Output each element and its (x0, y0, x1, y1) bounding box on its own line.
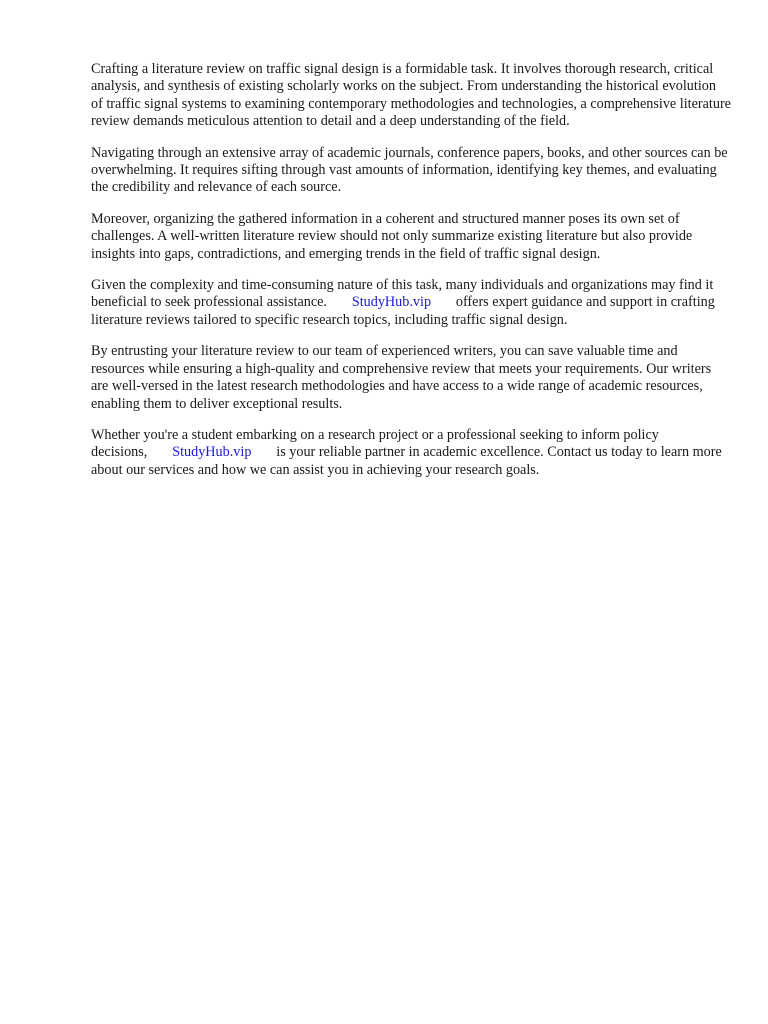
paragraph-writers: By entrusting your literature review to our team of experienced writers, you can save valuable time and resources while ensuring a high-quality and comprehensive review that meets your requirements. Our writers are well-versed in the latest research methodologies and have access to a wide range of academic resources, enabling them to deliver exceptional results. (91, 343, 712, 412)
paragraph-intro: Crafting a literature review on traffic signal design is a formidable task. It involves thorough research, critical analysis, and synthesis of existing scholarly works on the subject. From understanding the historical evolution of traffic signal systems to examining contemporary methodologies and technologies, a comprehensive literature review demands meticulous attention to detail and a deep understanding of the field. (91, 61, 731, 130)
paragraph-sources: Navigating through an extensive array of academic journals, conference papers, books, and other sources can be overwhelming. It requires sifting through vast amounts of information, identifying key themes, and evaluating the credibility and relevance of each source. (91, 144, 728, 196)
paragraph-text: offers expert guidance and support in crafting literature reviews tailored to specific research topics, including traffic signal design. (91, 294, 715, 328)
paragraph-text: is your reliable partner in academic excellence. Contact us today to learn more about our services and how we can assist you in achieving your research goals. (91, 444, 722, 478)
document-body (91, 61, 731, 493)
studyhub-link[interactable]: StudyHub.vip (172, 444, 252, 461)
paragraph-text: Given the complexity and time-consuming nature of this task, many individuals and organizations may find it beneficial to seek professional assistance. (91, 277, 714, 311)
paragraph-closing (91, 427, 731, 479)
studyhub-link[interactable]: StudyHub.vip (351, 294, 432, 311)
paragraph-text: Whether you're a student embarking on a research project or a professional seeking to inform policy decisions, (91, 426, 659, 461)
paragraph-organizing: Moreover, organizing the gathered information in a coherent and structured manner poses its own set of challenges. A well-written literature review should not only summarize existing literature but also provide insights into gaps, contradictions, and emerging trends in the field of traffic signal design. (91, 210, 693, 262)
paragraph-assistance (91, 277, 731, 329)
